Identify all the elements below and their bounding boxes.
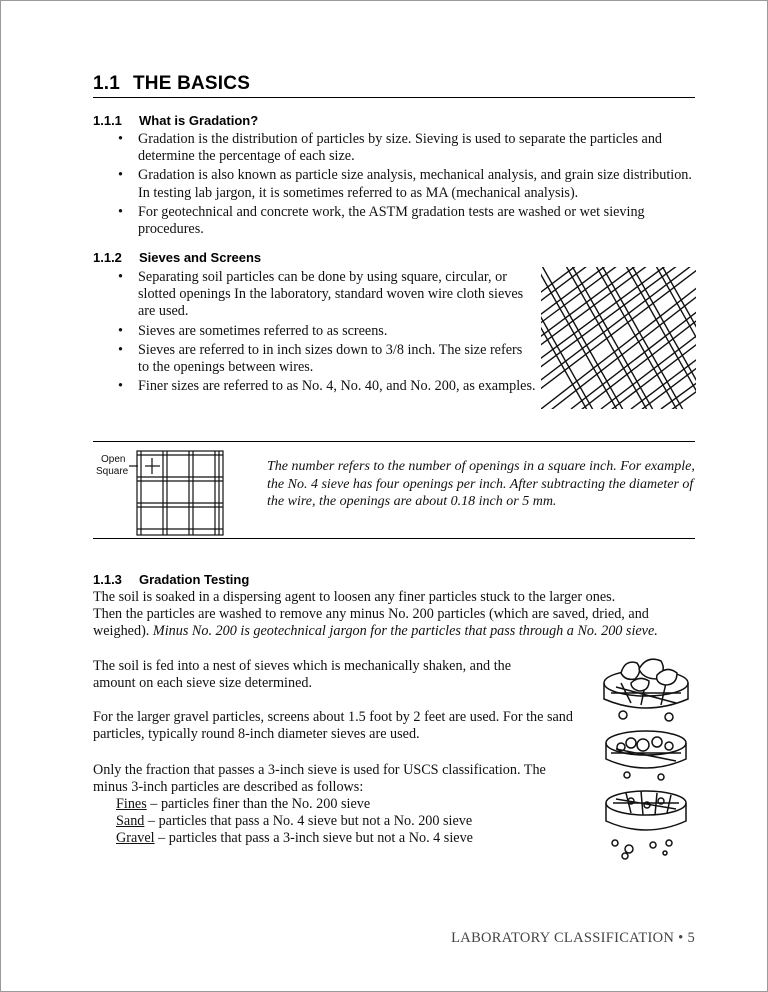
- definition-sand: [116, 813, 472, 830]
- bullet-item: • Finer sizes are referred to as No. 4, No. 40, and No. 200, as examples.: [116, 378, 536, 395]
- definition-term: Fines: [116, 796, 147, 812]
- sieves-bullets: [116, 269, 536, 397]
- section-number: 1.1: [93, 73, 121, 94]
- definition-text: – particles finer than the No. 200 sieve: [146, 796, 371, 812]
- subsection-title: What is Gradation?: [139, 113, 259, 128]
- subsection-number: 1.1.3: [93, 572, 122, 587]
- italic-note: Minus No. 200 is geotechnical jargon for the particles that pass through a No. 200 sieve.: [152, 623, 658, 640]
- bullet-item: • For geotechnical and concrete work, the ASTM gradation tests are washed or wet sieving procedures.: [116, 204, 701, 238]
- note-box-top-rule: [93, 441, 695, 442]
- bullet-item: • Gradation is also known as particle size analysis, mechanical analysis, and grain size distribution. In testing lab jargon, it is sometimes referred to as MA (mechanical analysis).: [116, 167, 701, 201]
- page-footer: [451, 930, 695, 947]
- subsection-title: Gradation Testing: [139, 572, 250, 587]
- subsection-heading-testing: [93, 572, 249, 587]
- square-label: Square: [96, 466, 129, 477]
- woven-wire-illustration: [541, 267, 696, 409]
- section-rule: [93, 97, 695, 98]
- section-heading: [93, 73, 250, 95]
- testing-paragraph-4: Only the fraction that passes a 3-inch sieve is used for USCS classification. The minus 3-inch particles are described as follows:: [93, 762, 546, 796]
- open-label: Open: [101, 454, 126, 465]
- page-number: 5: [687, 930, 695, 946]
- open-square-grid-diagram: [93, 447, 233, 539]
- note-box-bottom-rule: [93, 538, 695, 539]
- testing-paragraph-3: For the larger gravel particles, screens about 1.5 foot by 2 feet are used. For the sand particles, typically round 8-inch diameter sieves are used.: [93, 709, 573, 743]
- subsection-heading-sieves: [93, 250, 261, 265]
- paragraph-line: The soil is soaked in a dispersing agent to loosen any finer particles stuck to the larger ones.: [93, 589, 616, 605]
- testing-paragraph-1: [93, 589, 703, 641]
- subsection-number: 1.1.2: [93, 250, 122, 265]
- footer-bullet: •: [678, 930, 684, 946]
- definition-term: Gravel: [116, 830, 155, 846]
- note-text: The number refers to the number of openings in a square inch. For example, the No. 4 sieve has four openings per inch. After subtracting the diameter of the wire, the openings are about 0.18 inch or 5 mm.: [267, 459, 695, 510]
- testing-paragraph-2: The soil is fed into a nest of sieves which is mechanically shaken, and the amount on each sieve size determined.: [93, 658, 512, 692]
- bullet-item: • Gradation is the distribution of particles by size. Sieving is used to separate the particles and determine the percentage of each size.: [116, 131, 701, 165]
- definition-gravel: [116, 830, 473, 847]
- definition-term: Sand: [116, 813, 145, 829]
- subsection-number: 1.1.1: [93, 113, 122, 128]
- definition-text: – particles that pass a No. 4 sieve but not a No. 200 sieve: [144, 813, 473, 829]
- footer-title: LABORATORY CLASSIFICATION: [451, 930, 675, 946]
- bullet-item: • Sieves are referred to in inch sizes down to 3/8 inch. The size refers to the openings between wires.: [116, 342, 536, 376]
- subsection-title: Sieves and Screens: [139, 250, 262, 265]
- sieve-nest-illustration: [591, 653, 701, 863]
- bullet-item: • Sieves are sometimes referred to as screens.: [116, 323, 536, 340]
- bullet-item: • Separating soil particles can be done by using square, circular, or slotted openings In the laboratory, standard woven wire cloth sieves are used.: [116, 269, 536, 321]
- gradation-bullets: [116, 131, 701, 240]
- definition-fines: [116, 796, 370, 813]
- section-title: THE BASICS: [133, 73, 251, 94]
- paragraph-line: Then the particles are washed to remove any minus No. 200 particles (which are saved, dried, and: [93, 606, 649, 623]
- subsection-heading-gradation: [93, 113, 258, 128]
- definition-text: – particles that pass a 3-inch sieve but not a No. 4 sieve: [154, 830, 473, 846]
- paragraph-line: weighed).: [93, 623, 153, 640]
